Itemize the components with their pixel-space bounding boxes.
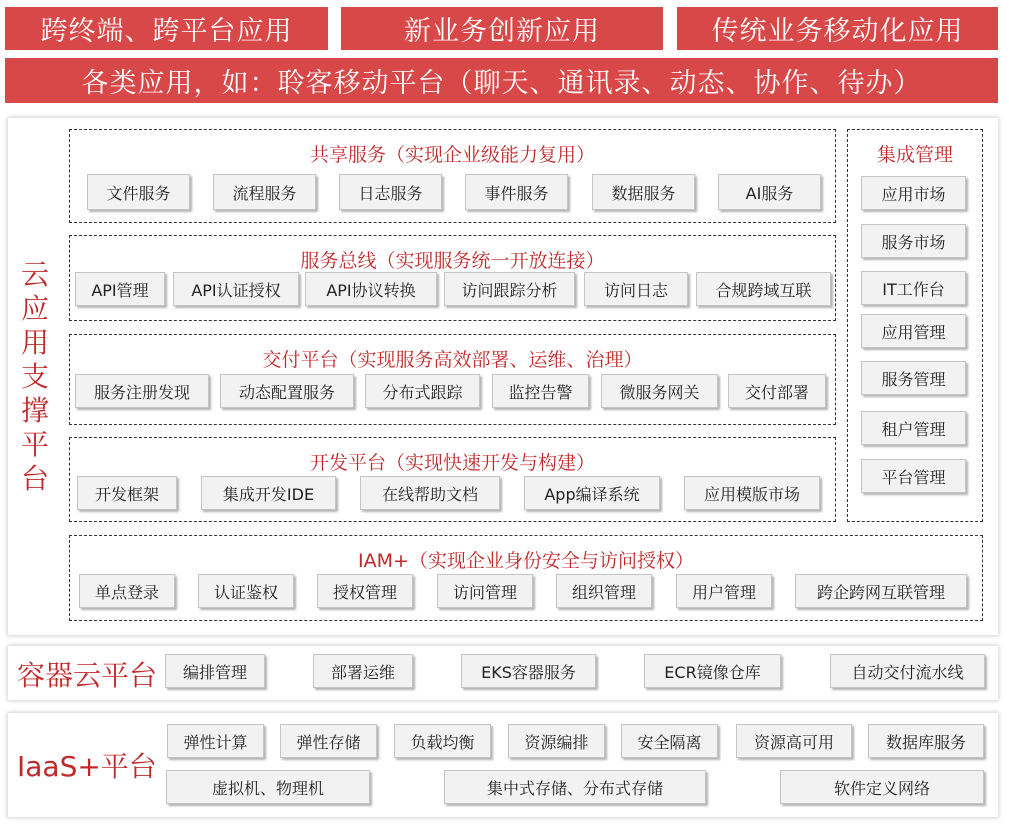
iam-user-mgmt: 用户管理 [676,574,772,608]
iam-title: IAM+（实现企业身份安全与访问授权） [358,550,694,572]
dev-template-market: 应用模版市场 [684,476,820,510]
integration-platform-mgmt: 平台管理 [861,459,966,493]
dev-platform-title: 开发平台（实现快速开发与构建） [309,452,595,474]
service-bus-api-mgmt: API管理 [75,272,165,306]
apps-banner: 各类应用，如：聆客移动平台（聊天、通讯录、动态、协作、待办） [5,58,998,103]
delivery-service-registry: 服务注册发现 [75,374,209,408]
iam-authorization: 授权管理 [317,574,413,608]
iam-sso: 单点登录 [79,574,175,608]
service-bus-compliance: 合规跨域互联 [696,272,831,306]
iam-cross-enterprise: 跨企跨网互联管理 [795,574,967,608]
iaas-label: IaaS+平台 [17,750,157,783]
iaas-database: 数据库服务 [868,724,984,758]
iaas-security-isolation: 安全隔离 [621,724,718,758]
shared-services-title: 共享服务（实现企业级能力复用） [309,144,595,166]
container-deploy-ops: 部署运维 [313,654,413,688]
integration-service-mgmt: 服务管理 [861,361,966,395]
integration-service-market: 服务市场 [861,224,966,258]
iaas-high-availability: 资源高可用 [736,724,852,758]
service-bus-title: 服务总线（实现服务统一开放连接） [300,250,605,272]
vlabel-char: 台 [20,462,49,495]
delivery-distributed-tracing: 分布式跟踪 [365,374,480,408]
iam-authentication: 认证鉴权 [198,574,294,608]
vlabel-char: 云 [20,258,49,291]
dev-ide: 集成开发IDE [201,476,336,510]
service-bus-trace-analysis: 访问跟踪分析 [444,272,575,306]
top-banner-traditional-mobile: 传统业务移动化应用 [677,7,998,50]
iaas-resource-orchestration: 资源编排 [508,724,605,758]
top-banner-cross-platform: 跨终端、跨平台应用 [5,7,328,50]
top-banner-new-business: 新业务创新应用 [341,7,663,50]
shared-service-ai: AI服务 [718,174,821,210]
iaas-elastic-storage: 弹性存储 [280,724,377,758]
service-bus-access-log: 访问日志 [584,272,688,306]
vlabel-char: 撑 [20,394,49,427]
integration-tenant-mgmt: 租户管理 [861,411,966,445]
container-orchestration: 编排管理 [165,654,265,688]
container-cloud-label: 容器云平台 [17,659,158,692]
iaas-vm-physical: 虚拟机、物理机 [166,770,370,804]
shared-service-file: 文件服务 [87,174,190,210]
iam-org-mgmt: 组织管理 [556,574,652,608]
dev-framework: 开发框架 [77,476,177,510]
cloud-support-label [14,258,56,496]
iaas-sdn: 软件定义网络 [780,770,984,804]
delivery-deploy: 交付部署 [728,374,826,408]
delivery-dynamic-config: 动态配置服务 [220,374,354,408]
vlabel-char: 用 [20,326,49,359]
delivery-monitoring-alert: 监控告警 [492,374,589,408]
vlabel-char: 平 [20,428,49,461]
container-eks: EKS容器服务 [461,654,596,688]
container-pipeline: 自动交付流水线 [830,654,985,688]
integration-it-workbench: IT工作台 [861,271,966,305]
iaas-elastic-compute: 弹性计算 [167,724,264,758]
integration-app-mgmt: 应用管理 [861,314,966,348]
shared-service-event: 事件服务 [465,174,568,210]
service-bus-api-auth: API认证授权 [173,272,299,306]
vlabel-char: 支 [20,360,49,393]
integration-app-market: 应用市场 [861,176,966,210]
dev-help-docs: 在线帮助文档 [360,476,500,510]
delivery-platform-title: 交付平台（实现服务高效部署、运维、治理） [262,349,643,371]
dev-app-compiler: App编译系统 [524,476,660,510]
shared-service-data: 数据服务 [592,174,695,210]
iam-access-mgmt: 访问管理 [437,574,533,608]
shared-service-log: 日志服务 [339,174,442,210]
shared-service-process: 流程服务 [213,174,316,210]
iaas-storage: 集中式存储、分布式存储 [444,770,706,804]
service-bus-api-protocol: API协议转换 [305,272,437,306]
delivery-microservice-gateway: 微服务网关 [601,374,718,408]
iaas-load-balance: 负载均衡 [394,724,491,758]
container-ecr: ECR镜像仓库 [644,654,781,688]
vlabel-char: 应 [20,292,49,325]
integration-mgmt-title: 集成管理 [876,144,953,166]
